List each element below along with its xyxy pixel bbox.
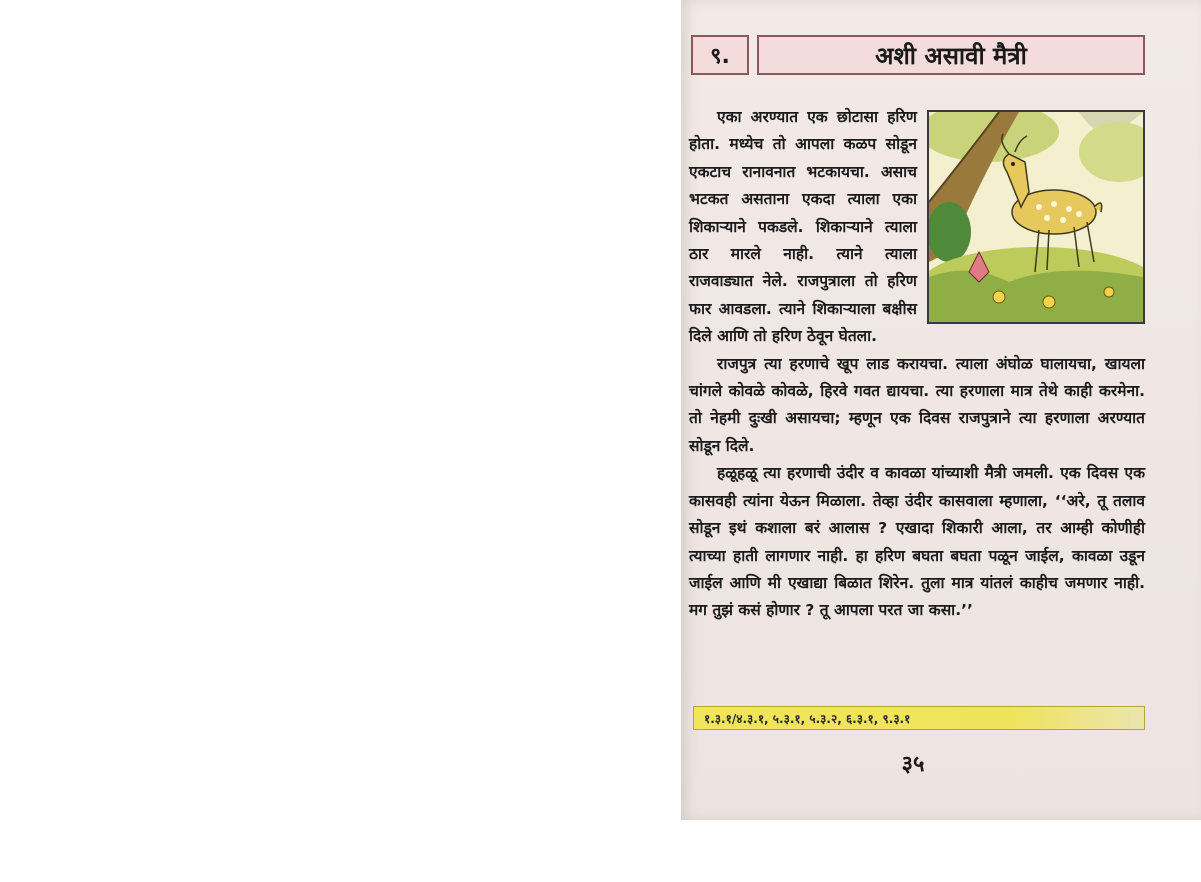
deer-illustration-svg: [929, 112, 1143, 322]
paragraph-2: राजपुत्र त्या हरणाचे खूप लाड करायचा. त्याला अंघोळ घालायचा, खायला चांगले कोवळे कोवळे, हिरवे गवत द्यायचा. त्या हरणाला मात्र तेथे काही करमेना. तो नेहमी दुःखी असायचा; म्हणून एक दिवस राजपुत्राने त्या हरणाला अरण्यात सोडून दिले.: [689, 354, 1145, 455]
chapter-header: [691, 35, 1145, 77]
textbook-page: [681, 0, 1201, 820]
chapter-title: अशी असावी मैत्री: [757, 35, 1145, 75]
paragraph-1: एका अरण्यात एक छोटासा हरिण होता. मध्येच तो आपला कळप सोडून एकटाच रानावनात भटकायचा. असाच भटकत असताना एकदा त्याला एका शिकाऱ्याने पकडले. शिकाऱ्याने त्याला ठार मारले नाही. त्याने त्याला राजवाड्यात नेले. राजपुत्राला तो हरिण फार आवडला. त्याने शिकाऱ्याला बक्षीस दिले आणि तो हरिण ठेवून घेतला.: [689, 108, 917, 346]
story-text: [689, 104, 1145, 625]
chapter-number: ९.: [691, 35, 749, 75]
learning-codes: १.३.१/४.३.१, ५.३.१, ५.३.२, ६.३.१, ९.३.१: [704, 711, 911, 726]
page-number: ३५: [901, 752, 925, 777]
learning-codes-bar: [693, 706, 1145, 730]
deer-in-forest-illustration: [927, 110, 1145, 324]
paragraph-3: हळूहळू त्या हरणाची उंदीर व कावळा यांच्याशी मैत्री जमली. एक दिवस एक कासवही त्यांना येऊन मिळाला. तेव्हा उंदीर कासवाला म्हणाला, ‘‘अरे, तू तलाव सोडून इथं कशाला बरं आलास ? एखादा शिकारी आला, तर आम्ही कोणीही त्याच्या हाती लागणार नाही. हा हरिण बघता बघता पळून जाईल, कावळा उडून जाईल आणि मी एखाद्या बिळात शिरेन. तुला मात्र यांतलं काहीच जमणार नाही. मग तुझं कसं होणार ? तू आपला परत जा कसा.’’: [689, 464, 1145, 620]
